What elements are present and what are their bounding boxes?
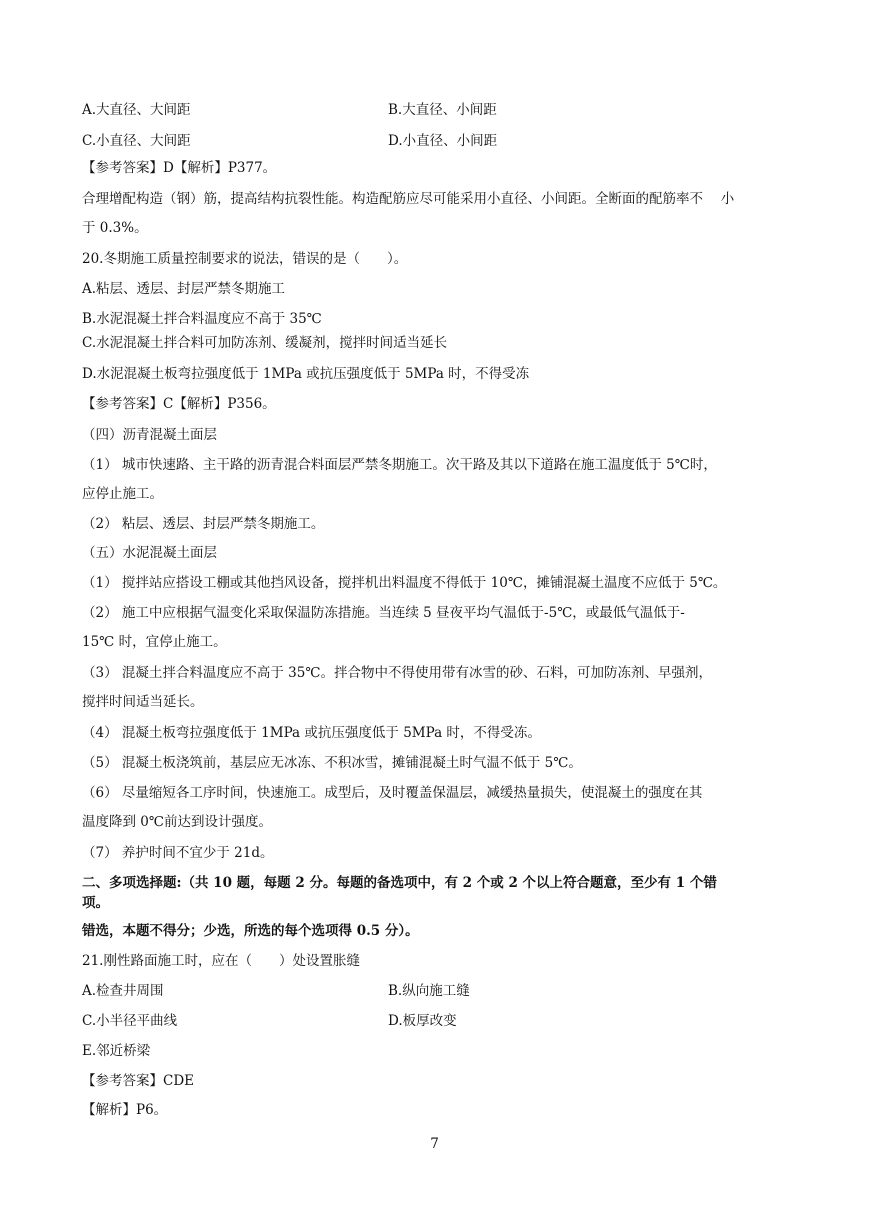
q20-option-b: B.水泥混凝土拌合料温度应不高于 35℃ bbox=[82, 311, 322, 327]
q20-option-c: C.水泥混凝土拌合料可加防冻剂、缓凝剂，搅拌时间适当延长 bbox=[82, 335, 448, 351]
q21-stem: 21.刚性路面施工时，应在（ ）处设置胀缝 bbox=[82, 953, 360, 969]
q19-option-a: A.大直径、大间距 bbox=[82, 102, 191, 118]
q21-option-a: A.检查井周围 bbox=[82, 983, 164, 999]
part2-heading-line1: 二、多项选择题:（共 10 题，每题 2 分。每题的备选项中，有 2 个或 2 个以上符合题意，至少有 1 个错 bbox=[82, 875, 717, 891]
q19-explanation-line2: 于 0.3%。 bbox=[82, 220, 148, 236]
concrete-item-2-line2: 15℃ 时，宜停止施工。 bbox=[82, 634, 227, 650]
asphalt-item-1-line1: （1） 城市快速路、主干路的沥青混合料面层严禁冬期施工。次干路及其以下道路在施工温度低于 5℃时， bbox=[82, 457, 717, 473]
q21-option-e: E.邻近桥梁 bbox=[82, 1043, 151, 1059]
q19-option-b: B.大直径、小间距 bbox=[388, 102, 497, 118]
section-asphalt-title: （四）沥青混凝土面层 bbox=[82, 427, 217, 443]
part2-heading-line3: 错选，本题不得分；少选，所选的每个选项得 0.5 分）。 bbox=[82, 923, 419, 939]
section-concrete-title: （五）水泥混凝土面层 bbox=[82, 545, 217, 561]
concrete-item-6-line1: （6） 尽量缩短各工序时间，快速施工。成型后，及时覆盖保温层，减缓热量损失，使混凝土的强度在其 bbox=[82, 785, 703, 801]
q21-analysis: 【解析】P6。 bbox=[82, 1102, 168, 1118]
concrete-item-7: （7） 养护时间不宜少于 21d。 bbox=[82, 845, 274, 861]
q20-answer: 【参考答案】C【解析】P356。 bbox=[82, 396, 276, 412]
q19-option-d: D.小直径、小间距 bbox=[388, 133, 498, 149]
q19-option-c: C.小直径、大间距 bbox=[82, 133, 191, 149]
page-number: 7 bbox=[430, 1136, 439, 1152]
asphalt-item-2: （2） 粘层、透层、封层严禁冬期施工。 bbox=[82, 516, 325, 532]
q20-stem: 20.冬期施工质量控制要求的说法，错误的是（ ）。 bbox=[82, 251, 408, 267]
q20-option-d: D.水泥混凝土板弯拉强度低于 1MPa 或抗压强度低于 5MPa 时，不得受冻 bbox=[82, 366, 530, 382]
q20-option-a: A.粘层、透层、封层严禁冬期施工 bbox=[82, 281, 286, 297]
concrete-item-3-line2: 搅拌时间适当延长。 bbox=[82, 694, 204, 710]
concrete-item-2-line1: （2） 施工中应根据气温变化采取保温防冻措施。当连续 5 昼夜平均气温低于-5℃，或最低气温低于- bbox=[82, 605, 685, 621]
q19-explanation-line1: 合理增配构造（钢）筋，提高结构抗裂性能。构造配筋应尽可能采用小直径、小间距。全断面的配筋率不 小 bbox=[82, 191, 735, 207]
concrete-item-4: （4） 混凝土板弯拉强度低于 1MPa 或抗压强度低于 5MPa 时，不得受冻。 bbox=[82, 725, 541, 741]
asphalt-item-1-line2: 应停止施工。 bbox=[82, 486, 163, 502]
concrete-item-1: （1） 搅拌站应搭设工棚或其他挡风设备，搅拌机出料温度不得低于 10℃，摊铺混凝土温度不应低于 5℃。 bbox=[82, 575, 727, 591]
q21-answer: 【参考答案】CDE bbox=[82, 1073, 195, 1089]
q21-option-c: C.小半径平曲线 bbox=[82, 1013, 178, 1029]
q19-answer: 【参考答案】D【解析】P377。 bbox=[82, 160, 277, 176]
concrete-item-5: （5） 混凝土板浇筑前，基层应无冰冻、不积冰雪，摊铺混凝土时气温不低于 5℃。 bbox=[82, 755, 582, 771]
concrete-item-6-line2: 温度降到 0℃前达到设计强度。 bbox=[82, 814, 272, 830]
q21-option-d: D.板厚改变 bbox=[388, 1013, 457, 1029]
concrete-item-3-line1: （3） 混凝土拌合料温度应不高于 35℃。拌合物中不得使用带有冰雪的砂、石料，可加防冻剂、早强剂， bbox=[82, 665, 712, 681]
q21-option-b: B.纵向施工缝 bbox=[388, 983, 470, 999]
part2-heading-line2: 项。 bbox=[82, 895, 109, 911]
